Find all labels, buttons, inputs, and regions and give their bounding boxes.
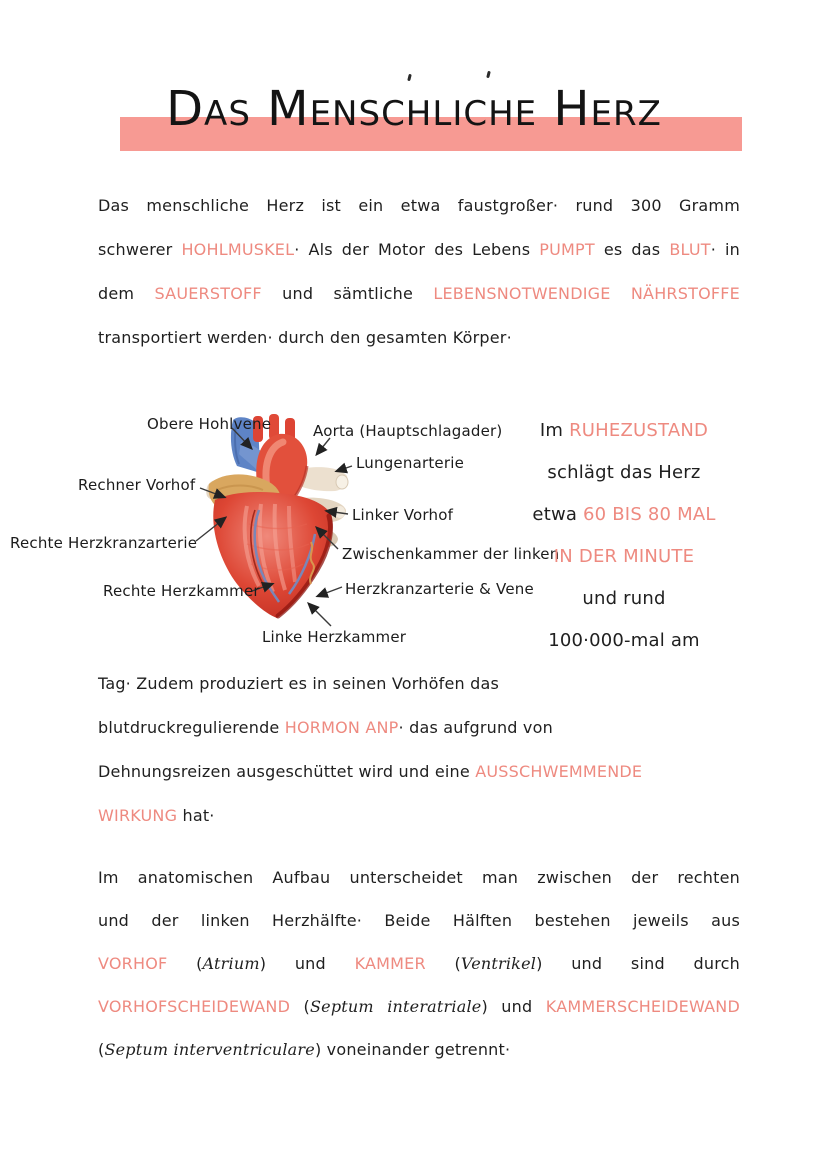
text-segment: und rund — [582, 588, 666, 609]
middle-paragraph — [98, 662, 758, 838]
title-wrap — [0, 78, 828, 140]
text-segment: etwa — [532, 504, 584, 525]
text-segment: Atrium — [202, 954, 260, 973]
text-segment: AUSSCHWEMMENDE — [475, 762, 643, 781]
text-segment: Im — [539, 420, 570, 441]
text-segment: und sämtliche — [261, 284, 434, 303]
text-segment: 60 BIS 80 MAL — [583, 504, 716, 525]
text-segment: IN DER MINUTE — [553, 546, 695, 567]
text-segment: ) und — [481, 997, 546, 1016]
text-segment: 100·000-mal am — [548, 630, 700, 651]
diagram-label: Linke Herzkammer — [262, 628, 407, 646]
text-segment: · in — [710, 240, 740, 259]
text-segment: VORHOF — [98, 954, 168, 973]
diagram-label: Rechner Vorhof — [78, 476, 196, 494]
page-title: Das Menschliche Herz — [166, 81, 662, 137]
text-segment: Das menschliche Herz ist ein etwa faustgroßer· rund 300 Gramm — [98, 196, 740, 215]
text-segment: ) und sind durch — [536, 954, 740, 973]
text-segment: blutdruckregulierende — [98, 718, 285, 737]
text-segment: Dehnungsreizen ausgeschüttet wird und eine — [98, 762, 476, 781]
text-segment: Septum interatriale — [310, 997, 482, 1016]
text-segment: Im anatomischen Aufbau unterscheidet man zwischen der rechten — [98, 868, 740, 887]
diagram-label: Rechte Herzkranzarterie — [10, 534, 198, 552]
text-segment: KAMMER — [354, 954, 426, 973]
diagram-label: Rechte Herzkammer — [103, 582, 260, 600]
text-segment: LEBENSNOTWENDIGE NÄHRSTOFFE — [433, 284, 740, 303]
text-segment: VORHOFSCHEIDEWAND — [98, 997, 291, 1016]
text-segment: hat· — [177, 806, 215, 825]
text-segment: ( — [98, 1040, 105, 1059]
text-segment: HORMON ANP — [284, 718, 399, 737]
diagram-label: Zwischenkammer der linken — [342, 545, 560, 563]
text-segment: dem — [98, 284, 155, 303]
text-segment: · Als der Motor des Lebens — [294, 240, 540, 259]
text-segment: Tag· Zudem produziert es in seinen Vorhöfen das — [98, 674, 500, 693]
text-segment: ( — [167, 954, 203, 973]
text-segment: · das aufgrund von — [398, 718, 553, 737]
text-segment: HOHLMUSKEL — [181, 240, 295, 259]
text-segment: es das — [594, 240, 670, 259]
text-segment: RUHEZUSTAND — [569, 420, 709, 441]
diagram-label: Linker Vorhof — [352, 506, 454, 524]
text-segment: SAUERSTOFF — [154, 284, 262, 303]
text-segment: BLUT — [669, 240, 711, 259]
text-segment: schwerer — [98, 240, 182, 259]
text-segment: PUMPT — [539, 240, 595, 259]
intro-paragraph — [98, 184, 740, 360]
text-segment: transportiert werden· durch den gesamten Körper· — [98, 328, 512, 347]
text-segment: ( — [425, 954, 461, 973]
diagram-label: Herzkranzarterie & Vene — [345, 580, 534, 598]
diagram-label: Lungenarterie — [356, 454, 464, 472]
diagram-label: Obere Hohlvene — [147, 415, 272, 433]
text-segment: Septum interventriculare — [104, 1040, 315, 1059]
diagram-label: Aorta (Hauptschlagader) — [313, 422, 503, 440]
anatomy-paragraph — [98, 856, 740, 1071]
text-segment: ) und — [259, 954, 355, 973]
text-segment: schlägt das Herz — [547, 462, 701, 483]
side-note — [508, 410, 740, 662]
text-segment: WIRKUNG — [98, 806, 178, 825]
text-segment: KAMMERSCHEIDEWAND — [545, 997, 740, 1016]
text-segment: und der linken Herzhälfte· Beide Hälften bestehen jeweils aus — [98, 911, 740, 930]
text-segment: Ventrikel — [460, 954, 537, 973]
text-segment: ) voneinander getrennt· — [314, 1040, 511, 1059]
text-segment: ( — [290, 997, 310, 1016]
